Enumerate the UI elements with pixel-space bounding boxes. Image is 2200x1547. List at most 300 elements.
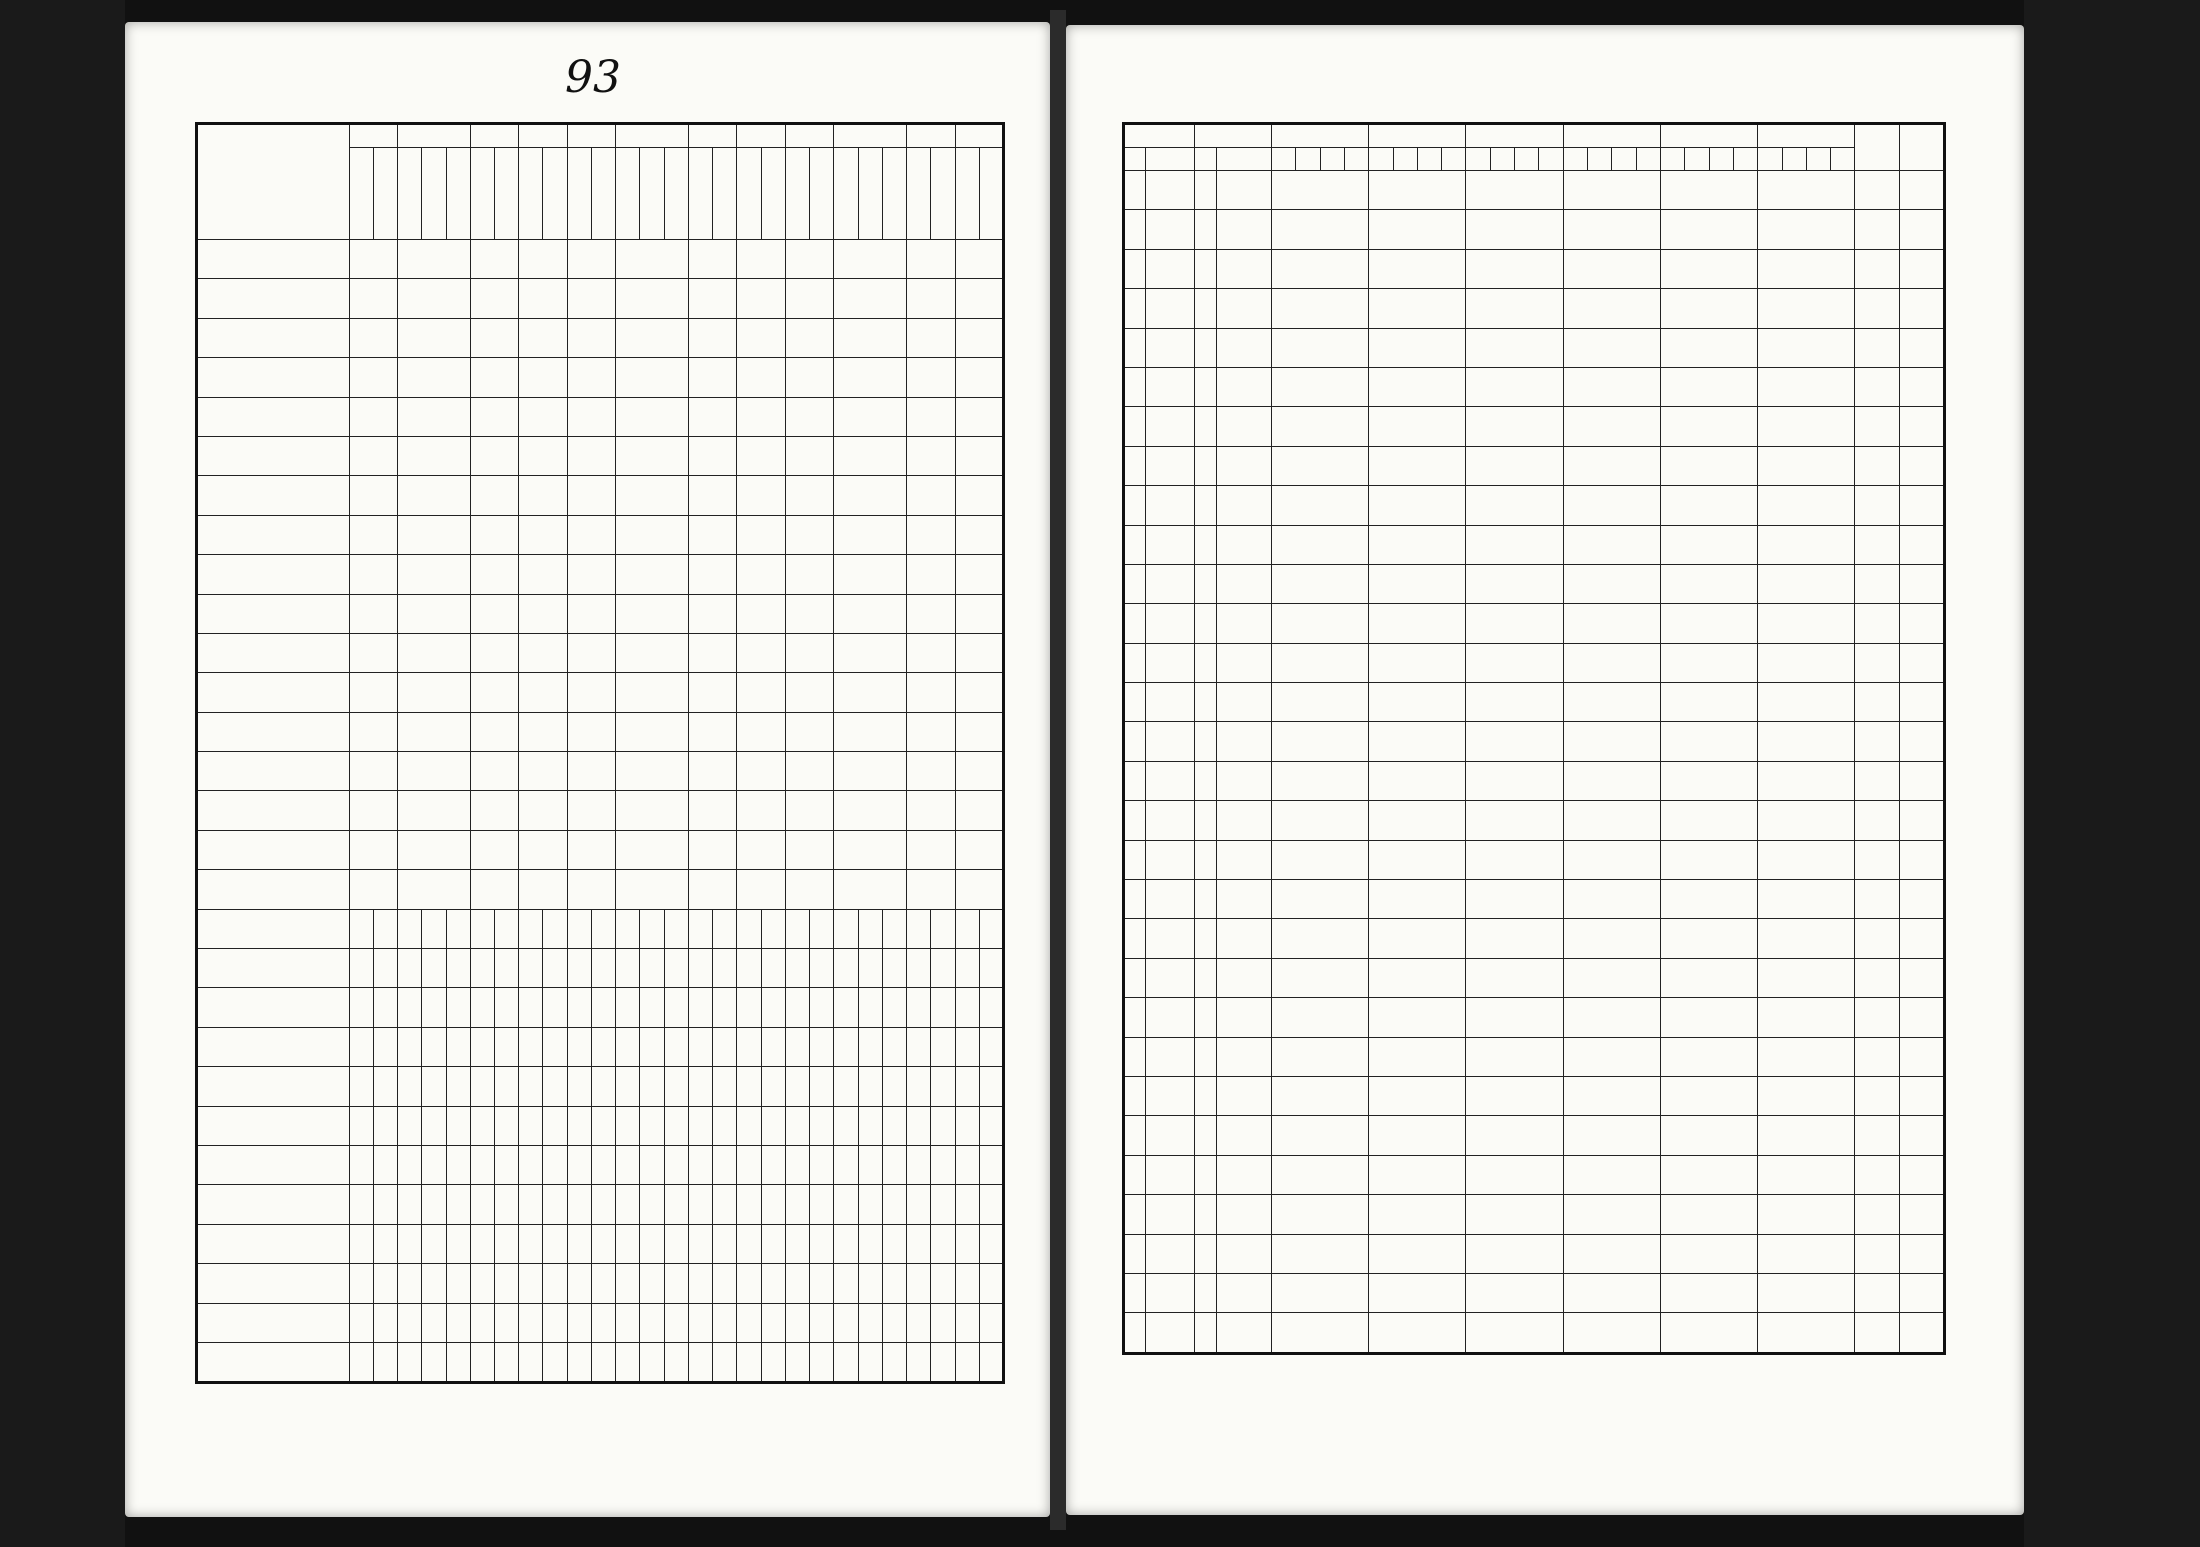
accessit-cell — [1855, 249, 1900, 288]
obiit-day — [1194, 604, 1216, 643]
empty-cell — [979, 1106, 1003, 1145]
empty-cell — [882, 1027, 906, 1066]
ledger-row — [197, 436, 1004, 475]
empty-cell — [810, 1264, 834, 1303]
column-subheader-cell — [373, 148, 397, 240]
empty-cell — [713, 949, 737, 988]
empty-cell — [834, 1264, 858, 1303]
year-mark — [1271, 643, 1368, 682]
book-gutter — [1050, 10, 1066, 1530]
empty-cell — [1146, 1234, 1195, 1273]
natus-year — [1146, 643, 1195, 682]
empty-cell — [446, 988, 470, 1027]
person-name-empty — [197, 1027, 350, 1066]
year-mark — [1466, 328, 1563, 367]
empty-cell — [1758, 1155, 1855, 1194]
catechism-mark — [519, 240, 567, 279]
obiit-day — [1194, 761, 1216, 800]
year-mark — [1466, 249, 1563, 288]
register-row — [1124, 919, 1945, 958]
empty-cell — [640, 988, 664, 1027]
empty-cell — [1758, 1076, 1855, 1115]
register-row — [1124, 564, 1945, 603]
register-row — [1124, 801, 1945, 840]
empty-cell — [470, 1185, 494, 1224]
empty-cell — [882, 1067, 906, 1106]
catechism-mark — [688, 791, 736, 830]
empty-cell — [979, 1224, 1003, 1263]
empty-cell — [567, 1264, 591, 1303]
empty-cell — [1660, 1037, 1757, 1076]
column-group-header — [834, 124, 907, 148]
empty-cell — [1124, 1037, 1146, 1076]
catechism-mark — [785, 712, 833, 751]
person-name-empty — [197, 1067, 350, 1106]
accessit-cell — [1855, 1273, 1900, 1312]
year-subcolumn — [1417, 148, 1441, 171]
person-name-empty — [197, 1145, 350, 1184]
person-name — [197, 240, 350, 279]
empty-cell — [955, 1145, 979, 1184]
catechism-mark — [785, 752, 833, 791]
obiit-day — [1194, 564, 1216, 603]
ledger-row — [197, 397, 1004, 436]
empty-cell — [761, 909, 785, 948]
ledger-row — [197, 949, 1004, 988]
catechism-mark — [834, 555, 907, 594]
empty-cell — [616, 1303, 640, 1342]
year-subcolumn — [1685, 148, 1709, 171]
empty-cell — [955, 1342, 979, 1382]
year-mark — [1660, 683, 1757, 722]
empty-cell — [398, 1224, 422, 1263]
catechism-mark — [737, 712, 785, 751]
empty-cell — [785, 988, 809, 1027]
empty-cell — [688, 1185, 712, 1224]
empty-cell — [1194, 1313, 1216, 1353]
catechism-mark — [398, 870, 471, 909]
catechism-mark — [519, 870, 567, 909]
empty-cell — [1124, 880, 1146, 919]
year-mark — [1369, 407, 1466, 446]
catechism-mark — [955, 594, 1004, 633]
year-mark — [1660, 210, 1757, 249]
catechism-mark — [519, 752, 567, 791]
catechism-mark — [834, 673, 907, 712]
empty-cell — [567, 988, 591, 1027]
empty-cell — [422, 949, 446, 988]
empty-cell — [713, 1067, 737, 1106]
empty-cell — [761, 1027, 785, 1066]
empty-cell — [664, 1067, 688, 1106]
empty-cell — [640, 1224, 664, 1263]
natus-year — [1146, 289, 1195, 328]
empty-cell — [519, 909, 543, 948]
empty-cell — [1217, 1076, 1272, 1115]
empty-cell — [882, 949, 906, 988]
empty-cell — [1466, 1116, 1563, 1155]
empty-cell — [688, 1303, 712, 1342]
empty-cell — [713, 1303, 737, 1342]
empty-cell — [1900, 840, 1945, 879]
natus-day — [1124, 367, 1146, 406]
accessit-cell — [1855, 1195, 1900, 1234]
empty-cell — [882, 1106, 906, 1145]
empty-cell — [1660, 919, 1757, 958]
abiit-note — [1900, 367, 1945, 406]
natus-year — [1146, 328, 1195, 367]
catechism-mark — [785, 594, 833, 633]
empty-cell — [1124, 998, 1146, 1037]
catechism-mark — [398, 791, 471, 830]
empty-cell — [398, 1303, 422, 1342]
catechism-mark — [349, 397, 397, 436]
empty-cell — [761, 1342, 785, 1382]
empty-cell — [1194, 1037, 1216, 1076]
empty-cell — [858, 1342, 882, 1382]
empty-cell — [907, 1067, 931, 1106]
year-mark — [1271, 328, 1368, 367]
catechism-mark — [955, 633, 1004, 672]
empty-cell — [1271, 998, 1368, 1037]
empty-cell — [1217, 998, 1272, 1037]
catechism-mark — [567, 594, 615, 633]
column-subheader-cell — [543, 148, 567, 240]
year-subcolumn — [1782, 148, 1806, 171]
empty-cell — [1194, 1116, 1216, 1155]
year-mark — [1758, 289, 1855, 328]
empty-cell — [931, 1224, 955, 1263]
natus-subheader — [1146, 148, 1195, 171]
column-subheader-cell — [519, 148, 543, 240]
empty-cell — [737, 1342, 761, 1382]
year-mark — [1271, 446, 1368, 485]
empty-cell — [737, 909, 761, 948]
empty-cell — [591, 1027, 615, 1066]
empty-cell — [858, 988, 882, 1027]
natus-day — [1124, 407, 1146, 446]
empty-cell — [495, 1067, 519, 1106]
empty-cell — [495, 1027, 519, 1066]
abiit-note — [1900, 446, 1945, 485]
register-row — [1124, 683, 1945, 722]
catechism-mark — [616, 358, 689, 397]
empty-cell — [373, 1264, 397, 1303]
empty-cell — [1660, 880, 1757, 919]
empty-cell — [1369, 1195, 1466, 1234]
year-mark — [1466, 801, 1563, 840]
year-mark — [1369, 683, 1466, 722]
empty-cell — [1466, 1155, 1563, 1194]
catechism-mark — [834, 436, 907, 475]
empty-cell — [519, 1224, 543, 1263]
catechism-mark — [785, 673, 833, 712]
person-name-empty — [197, 1185, 350, 1224]
empty-cell — [349, 1342, 373, 1382]
year-mark — [1466, 604, 1563, 643]
empty-cell — [979, 1264, 1003, 1303]
empty-cell — [495, 1264, 519, 1303]
catechism-mark — [616, 515, 689, 554]
empty-cell — [931, 1303, 955, 1342]
year-mark — [1563, 525, 1660, 564]
natus-year — [1146, 486, 1195, 525]
empty-cell — [858, 909, 882, 948]
empty-cell — [664, 988, 688, 1027]
empty-cell — [1660, 1273, 1757, 1312]
empty-cell — [882, 1224, 906, 1263]
empty-cell — [398, 1342, 422, 1382]
abiit-note — [1900, 525, 1945, 564]
catechism-mark — [955, 436, 1004, 475]
empty-cell — [373, 1342, 397, 1382]
empty-cell — [470, 1264, 494, 1303]
empty-cell — [1660, 840, 1757, 879]
catechism-mark — [785, 555, 833, 594]
empty-cell — [785, 1027, 809, 1066]
catechism-mark — [955, 870, 1004, 909]
empty-cell — [785, 1185, 809, 1224]
empty-cell — [495, 1224, 519, 1263]
empty-cell — [398, 909, 422, 948]
catechism-mark — [907, 712, 955, 751]
year-subcolumn — [1490, 148, 1514, 171]
empty-cell — [785, 1342, 809, 1382]
empty-cell — [398, 949, 422, 988]
empty-cell — [737, 1067, 761, 1106]
empty-cell — [1217, 840, 1272, 879]
catechism-mark — [907, 830, 955, 869]
empty-cell — [664, 1185, 688, 1224]
empty-cell — [955, 1185, 979, 1224]
catechism-mark — [785, 358, 833, 397]
catechism-mark — [907, 791, 955, 830]
register-row — [1124, 958, 1945, 997]
empty-cell — [1271, 1037, 1368, 1076]
accessit-cell — [1855, 367, 1900, 406]
catechism-mark — [349, 240, 397, 279]
catechism-mark — [519, 358, 567, 397]
empty-cell — [664, 1145, 688, 1184]
catechism-mark — [955, 318, 1004, 357]
abiit-note — [1900, 801, 1945, 840]
catechism-mark — [907, 240, 955, 279]
column-subheader-cell — [591, 148, 615, 240]
catechism-mark — [349, 830, 397, 869]
catechism-mark — [688, 318, 736, 357]
register-row — [1124, 722, 1945, 761]
catechism-mark — [785, 515, 833, 554]
empty-cell — [1369, 1037, 1466, 1076]
catechism-mark — [519, 515, 567, 554]
empty-cell — [1900, 1037, 1945, 1076]
accessit-cell — [1855, 1313, 1900, 1353]
empty-cell — [1146, 919, 1195, 958]
empty-cell — [422, 1145, 446, 1184]
catechism-mark — [616, 279, 689, 318]
person-name-empty — [197, 1106, 350, 1145]
column-group-header — [785, 124, 833, 148]
person-name-empty — [197, 1303, 350, 1342]
empty-cell — [1660, 1116, 1757, 1155]
empty-cell — [810, 1067, 834, 1106]
person-name — [197, 476, 350, 515]
empty-cell — [834, 909, 858, 948]
empty-cell — [1194, 1155, 1216, 1194]
empty-cell — [495, 1342, 519, 1382]
empty-cell — [640, 1027, 664, 1066]
column-group-header — [688, 124, 736, 148]
empty-cell — [737, 1224, 761, 1263]
catechism-mark — [519, 397, 567, 436]
year-subcolumn — [1344, 148, 1368, 171]
empty-cell — [1194, 840, 1216, 879]
empty-cell — [373, 1067, 397, 1106]
year-subcolumn — [1539, 148, 1563, 171]
catechism-mark — [519, 594, 567, 633]
empty-cell — [955, 949, 979, 988]
empty-cell — [470, 949, 494, 988]
empty-cell — [543, 1106, 567, 1145]
empty-cell — [446, 949, 470, 988]
empty-cell — [907, 1145, 931, 1184]
natus-day — [1124, 328, 1146, 367]
catechism-mark — [834, 633, 907, 672]
empty-cell — [1271, 1195, 1368, 1234]
empty-cell — [591, 1185, 615, 1224]
catechism-mark — [519, 476, 567, 515]
column-subheader-cell — [882, 148, 906, 240]
catechism-mark — [470, 555, 518, 594]
register-row — [1124, 210, 1945, 249]
year-mark — [1271, 525, 1368, 564]
empty-cell — [1563, 1273, 1660, 1312]
catechism-mark — [349, 555, 397, 594]
empty-cell — [470, 1067, 494, 1106]
catechism-mark — [955, 712, 1004, 751]
catechism-mark — [907, 633, 955, 672]
empty-cell — [713, 988, 737, 1027]
empty-cell — [713, 1185, 737, 1224]
ledger-row — [197, 712, 1004, 751]
empty-cell — [785, 909, 809, 948]
person-name-empty — [197, 988, 350, 1027]
empty-cell — [1194, 880, 1216, 919]
empty-cell — [931, 1106, 955, 1145]
year-subcolumn — [1369, 148, 1393, 171]
register-row — [1124, 998, 1945, 1037]
empty-cell — [907, 1264, 931, 1303]
empty-cell — [1146, 1273, 1195, 1312]
ledger-row — [197, 791, 1004, 830]
catechism-mark — [470, 240, 518, 279]
empty-cell — [422, 1303, 446, 1342]
catechism-mark — [834, 752, 907, 791]
catechism-mark — [567, 436, 615, 475]
obiit-day — [1194, 210, 1216, 249]
empty-cell — [737, 1106, 761, 1145]
empty-cell — [1660, 1076, 1757, 1115]
abiit-note — [1900, 486, 1945, 525]
catechism-mark — [567, 279, 615, 318]
empty-cell — [398, 1067, 422, 1106]
empty-cell — [1217, 880, 1272, 919]
person-name — [197, 318, 350, 357]
empty-cell — [1271, 1273, 1368, 1312]
person-name — [197, 712, 350, 751]
year-mark — [1466, 643, 1563, 682]
year-mark — [1369, 761, 1466, 800]
catechism-mark — [567, 870, 615, 909]
register-row — [1124, 525, 1945, 564]
column-subheader-cell — [979, 148, 1003, 240]
catechism-mark — [737, 240, 785, 279]
empty-cell — [591, 1342, 615, 1382]
empty-cell — [858, 1106, 882, 1145]
year-mark — [1466, 486, 1563, 525]
catechism-mark — [470, 318, 518, 357]
empty-cell — [495, 909, 519, 948]
empty-cell — [810, 1303, 834, 1342]
column-subheader-cell — [810, 148, 834, 240]
empty-cell — [1900, 1234, 1945, 1273]
abiit-note — [1900, 722, 1945, 761]
register-row — [1124, 1273, 1945, 1312]
empty-cell — [1124, 1234, 1146, 1273]
ledger-row — [197, 1145, 1004, 1184]
empty-cell — [882, 1145, 906, 1184]
empty-cell — [1900, 1076, 1945, 1115]
catechism-mark — [834, 870, 907, 909]
obiit-day — [1194, 486, 1216, 525]
empty-cell — [979, 1303, 1003, 1342]
empty-cell — [882, 909, 906, 948]
obiit-day — [1194, 643, 1216, 682]
empty-cell — [422, 1106, 446, 1145]
empty-cell — [1758, 998, 1855, 1037]
year-mark — [1758, 643, 1855, 682]
empty-cell — [834, 1303, 858, 1342]
empty-cell — [834, 988, 858, 1027]
catechism-mark — [470, 279, 518, 318]
empty-cell — [713, 1106, 737, 1145]
catechism-mark — [616, 240, 689, 279]
accessit-cell — [1855, 643, 1900, 682]
catechism-mark — [349, 752, 397, 791]
year-header — [1271, 124, 1368, 148]
empty-cell — [1369, 958, 1466, 997]
obiit-year — [1217, 328, 1272, 367]
year-mark — [1369, 643, 1466, 682]
empty-cell — [810, 1027, 834, 1066]
catechism-mark — [519, 633, 567, 672]
empty-cell — [688, 949, 712, 988]
empty-cell — [495, 1106, 519, 1145]
year-subcolumn — [1296, 148, 1320, 171]
register-row — [1124, 289, 1945, 328]
empty-cell — [495, 1185, 519, 1224]
empty-cell — [1271, 958, 1368, 997]
natus-year — [1146, 722, 1195, 761]
column-subheader-cell — [495, 148, 519, 240]
year-subcolumn — [1466, 148, 1490, 171]
empty-cell — [955, 1067, 979, 1106]
catechism-mark — [398, 594, 471, 633]
catechism-mark — [349, 594, 397, 633]
empty-cell — [1466, 1234, 1563, 1273]
catechism-mark — [688, 830, 736, 869]
year-mark — [1758, 446, 1855, 485]
